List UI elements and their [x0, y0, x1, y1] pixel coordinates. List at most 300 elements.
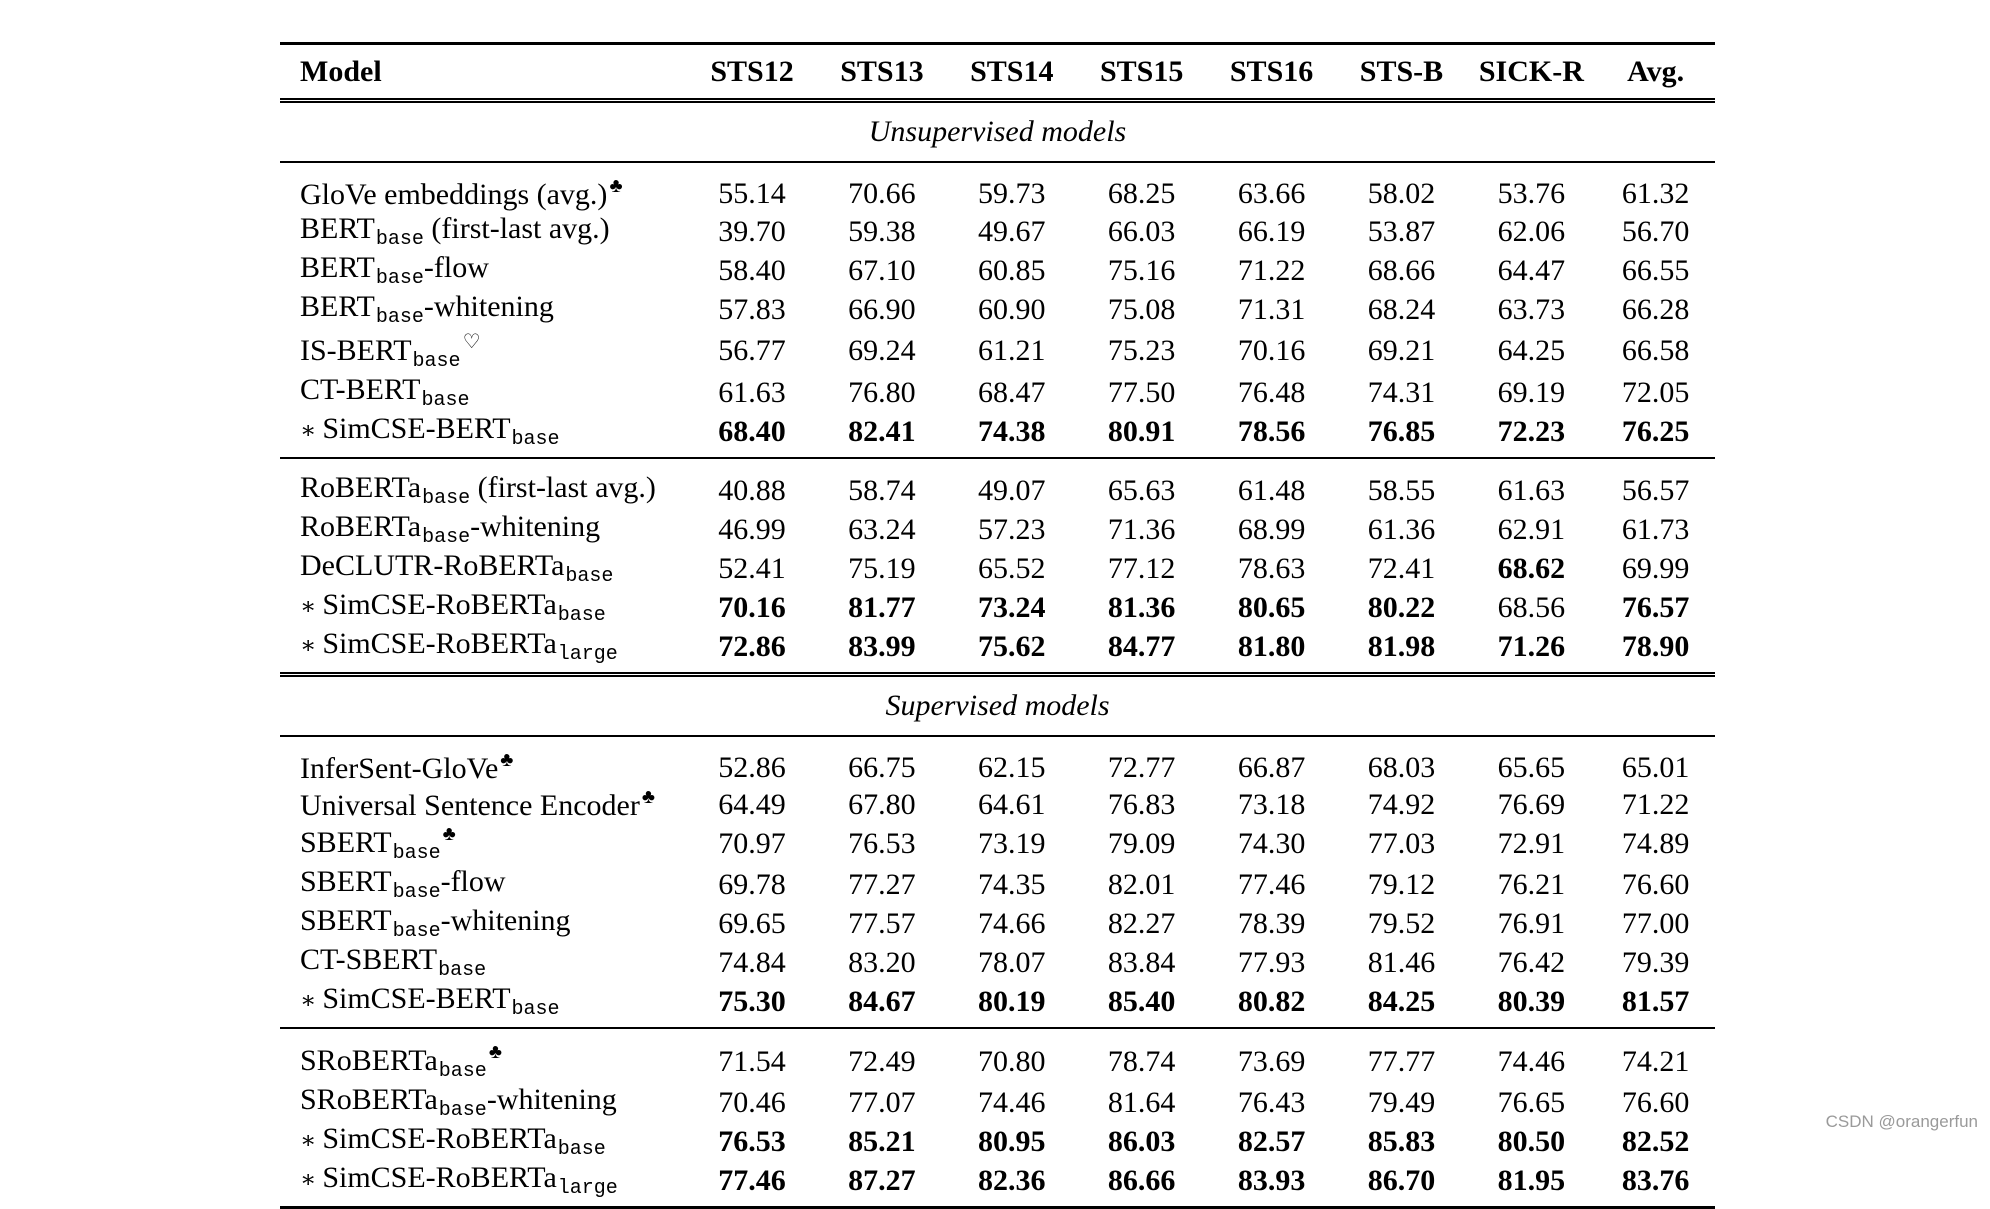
model-name: BERT [300, 212, 375, 245]
model-variant-suffix: (first-last avg.) [470, 471, 656, 504]
score-cell-avg: 66.58 [1621, 334, 1690, 367]
model-name-cell [280, 1028, 687, 1083]
model-name: SimCSE-RoBERTa [322, 588, 557, 621]
score-cell-stsb: 79.52 [1367, 906, 1436, 940]
score-cell-stsb: 72.41 [1367, 551, 1436, 585]
model-size-subscript: base [438, 1060, 487, 1083]
score-cell-sts16: 74.30 [1237, 827, 1306, 860]
score-cell-sts13: 63.24 [848, 512, 916, 546]
reference-marker: ♡ [462, 331, 481, 353]
score-cell-sts15: 66.03 [1107, 214, 1176, 248]
star-marker: ∗ [300, 418, 317, 444]
header-sts12: STS12 [710, 54, 794, 88]
model-name-cell [280, 1083, 687, 1122]
score-cell-sts16: 73.69 [1237, 1045, 1306, 1078]
score-cell-sts13: 76.53 [848, 827, 916, 860]
model-variant-suffix: -flow [440, 865, 506, 898]
score-cell-sts12: 77.46 [718, 1163, 786, 1197]
score-cell-avg: 66.28 [1621, 292, 1690, 326]
table-row [280, 823, 1715, 865]
model-name: CT-BERT [300, 373, 421, 406]
model-name-cell [280, 290, 687, 329]
table-row [280, 1028, 1715, 1083]
score-cell-sts16: 70.16 [1237, 334, 1306, 367]
star-marker: ∗ [300, 1128, 317, 1154]
score-cell-sts13: 81.77 [848, 590, 916, 624]
star-marker: ∗ [300, 594, 317, 620]
score-cell-stsb: 77.03 [1367, 827, 1436, 860]
score-cell-sts12: 39.70 [718, 214, 786, 248]
score-cell-sts14: 80.19 [978, 984, 1046, 1018]
watermark: CSDN @orangerfun [1825, 1112, 1978, 1131]
model-size-subscript: large [557, 643, 618, 666]
score-cell-sickr: 76.91 [1497, 906, 1566, 940]
model-variant-suffix: -whitening [470, 510, 601, 543]
section-title: Supervised models [280, 675, 1715, 737]
score-cell-avg: 78.90 [1621, 629, 1690, 663]
score-cell-sts13: 70.66 [848, 176, 916, 210]
score-cell-avg: 72.05 [1621, 375, 1690, 409]
score-cell-sickr: 64.25 [1497, 334, 1566, 367]
score-cell-sts13: 83.20 [848, 945, 916, 979]
header-sickr: SICK-R [1478, 54, 1584, 88]
model-size-subscript: base [392, 881, 441, 904]
model-name-cell [280, 823, 687, 865]
model-name-cell [280, 736, 687, 786]
section-title-row [280, 101, 1715, 163]
model-name-cell [280, 251, 687, 290]
score-cell-sickr: 76.65 [1497, 1085, 1566, 1119]
model-name-cell [280, 1122, 687, 1161]
model-size-subscript: base [422, 487, 471, 510]
score-cell-sts14: 74.66 [978, 906, 1046, 940]
score-cell-sts12: 70.97 [718, 827, 786, 860]
score-cell-sts12: 52.41 [718, 551, 786, 585]
model-size-subscript: base [392, 842, 441, 865]
model-size-subscript: base [375, 228, 424, 251]
score-cell-sickr: 68.56 [1497, 590, 1566, 624]
table-row [280, 1122, 1715, 1161]
model-size-subscript: base [422, 526, 471, 549]
score-cell-sts13: 66.75 [848, 750, 916, 784]
model-size-subscript: base [421, 389, 470, 412]
score-cell-sts14: 60.90 [978, 292, 1046, 326]
score-cell-sts16: 61.48 [1237, 473, 1306, 507]
score-cell-sts15: 75.16 [1107, 253, 1176, 287]
score-cell-stsb: 84.25 [1367, 984, 1436, 1018]
model-size-subscript: base [557, 604, 606, 627]
header-avg: Avg. [1627, 54, 1685, 88]
table-row [280, 510, 1715, 549]
score-cell-sickr: 80.39 [1497, 984, 1566, 1018]
score-cell-avg: 76.60 [1621, 1085, 1690, 1119]
score-cell-avg: 69.99 [1621, 551, 1690, 585]
score-cell-sts16: 63.66 [1237, 176, 1306, 210]
score-cell-sts14: 49.67 [978, 214, 1046, 248]
score-cell-avg: 61.32 [1621, 176, 1690, 210]
results-table-container [280, 42, 1715, 1209]
score-cell-avg: 82.52 [1621, 1124, 1690, 1158]
score-cell-sickr: 64.47 [1497, 253, 1566, 287]
score-cell-sts13: 72.49 [848, 1045, 916, 1078]
score-cell-stsb: 76.85 [1367, 414, 1436, 448]
score-cell-sts16: 71.22 [1237, 253, 1306, 287]
score-cell-sts12: 74.84 [718, 945, 786, 979]
score-cell-sts16: 80.82 [1237, 984, 1306, 1018]
model-name: GloVe embeddings (avg.) [300, 178, 608, 211]
score-cell-stsb: 61.36 [1367, 512, 1436, 546]
score-cell-sts13: 83.99 [848, 629, 916, 663]
score-cell-sts16: 68.99 [1237, 512, 1306, 546]
score-cell-avg: 79.39 [1621, 945, 1690, 979]
score-cell-stsb: 77.77 [1367, 1045, 1436, 1078]
score-cell-avg: 66.55 [1621, 253, 1690, 287]
score-cell-sts14: 74.35 [978, 867, 1046, 901]
score-cell-sickr: 53.76 [1497, 176, 1566, 210]
score-cell-sickr: 76.69 [1497, 787, 1566, 821]
model-name-cell [280, 904, 687, 943]
score-cell-stsb: 74.31 [1367, 375, 1436, 409]
score-cell-sts12: 40.88 [718, 473, 786, 507]
model-name: RoBERTa [300, 471, 422, 504]
star-marker: ∗ [300, 1167, 317, 1193]
score-cell-sickr: 72.91 [1497, 827, 1566, 860]
model-size-subscript: base [375, 267, 424, 290]
score-cell-stsb: 74.92 [1367, 787, 1436, 821]
score-cell-sts16: 66.87 [1237, 750, 1306, 784]
score-cell-sts16: 81.80 [1237, 629, 1306, 663]
score-cell-stsb: 81.98 [1367, 629, 1436, 663]
model-group [280, 1028, 1715, 1208]
model-size-subscript: base [511, 428, 560, 451]
score-cell-sts12: 76.53 [718, 1124, 786, 1158]
reference-marker: ♣ [500, 749, 514, 771]
score-cell-sts12: 70.16 [718, 590, 786, 624]
score-cell-sts16: 71.31 [1237, 292, 1306, 326]
section-title-row [280, 675, 1715, 737]
table-row [280, 1083, 1715, 1122]
score-cell-sts15: 77.50 [1107, 375, 1176, 409]
header-row [280, 44, 1715, 101]
table-row [280, 412, 1715, 458]
model-name-cell [280, 865, 687, 904]
model-name: CT-SBERT [300, 943, 438, 976]
score-cell-sts14: 80.95 [978, 1124, 1046, 1158]
score-cell-sts15: 84.77 [1107, 629, 1176, 663]
score-cell-stsb: 69.21 [1367, 334, 1436, 367]
score-cell-sts13: 87.27 [848, 1163, 916, 1197]
model-name-cell [280, 786, 687, 823]
score-cell-stsb: 80.22 [1367, 590, 1436, 624]
table-row [280, 290, 1715, 329]
score-cell-sts12: 55.14 [718, 176, 786, 210]
model-name: SimCSE-RoBERTa [322, 1122, 557, 1155]
score-cell-sts14: 73.19 [978, 827, 1046, 860]
model-name-cell [280, 627, 687, 675]
score-cell-sickr: 68.62 [1497, 551, 1566, 585]
score-cell-sts16: 77.93 [1237, 945, 1306, 979]
score-cell-sts15: 80.91 [1107, 414, 1176, 448]
model-variant-suffix: -whitening [440, 904, 571, 937]
score-cell-sickr: 63.73 [1497, 292, 1566, 326]
score-cell-sts12: 56.77 [718, 334, 786, 367]
score-cell-sts12: 69.65 [718, 906, 786, 940]
model-variant-suffix: -flow [423, 251, 489, 284]
header-model: Model [300, 54, 382, 88]
model-size-subscript: large [557, 1177, 618, 1200]
table-row [280, 251, 1715, 290]
score-cell-sts15: 78.74 [1107, 1045, 1176, 1078]
model-name-cell [280, 510, 687, 549]
score-cell-sickr: 72.23 [1497, 414, 1566, 448]
score-cell-sts14: 65.52 [978, 551, 1046, 585]
model-name-cell [280, 162, 687, 212]
score-cell-sts16: 73.18 [1237, 787, 1306, 821]
score-cell-sts12: 68.40 [718, 414, 786, 448]
score-cell-sts13: 84.67 [848, 984, 916, 1018]
score-cell-avg: 71.22 [1621, 787, 1690, 821]
model-name-cell [280, 212, 687, 251]
score-cell-sts12: 70.46 [718, 1085, 786, 1119]
model-name: DeCLUTR-RoBERTa [300, 549, 565, 582]
model-name: SBERT [300, 865, 392, 898]
model-group [280, 162, 1715, 458]
score-cell-sts14: 60.85 [978, 253, 1046, 287]
section-title-group [280, 101, 1715, 163]
model-name: IS-BERT [300, 334, 412, 367]
model-size-subscript: base [511, 998, 560, 1021]
score-cell-sts12: 75.30 [718, 984, 786, 1018]
score-cell-stsb: 58.02 [1367, 176, 1436, 210]
table-row [280, 373, 1715, 412]
score-cell-sts14: 68.47 [978, 375, 1046, 409]
table-row [280, 865, 1715, 904]
score-cell-sickr: 76.42 [1497, 945, 1566, 979]
header-sts16: STS16 [1229, 54, 1314, 88]
score-cell-sts15: 82.27 [1107, 906, 1176, 940]
model-name-cell [280, 412, 687, 458]
score-cell-sts15: 85.40 [1107, 984, 1176, 1018]
score-cell-sts12: 71.54 [718, 1045, 786, 1078]
score-cell-sts12: 64.49 [718, 787, 786, 821]
score-cell-avg: 74.89 [1621, 827, 1690, 860]
model-name: SimCSE-RoBERTa [322, 627, 557, 660]
score-cell-avg: 76.57 [1621, 590, 1690, 624]
score-cell-avg: 61.73 [1621, 512, 1690, 546]
score-cell-sts16: 82.57 [1237, 1124, 1306, 1158]
score-cell-sts15: 82.01 [1107, 867, 1176, 901]
score-cell-sts14: 64.61 [978, 787, 1046, 821]
score-cell-sts12: 57.83 [718, 292, 786, 326]
model-group [280, 458, 1715, 675]
score-cell-stsb: 86.70 [1367, 1163, 1436, 1197]
model-name: BERT [300, 290, 375, 323]
model-name-cell [280, 458, 687, 510]
model-size-subscript: base [375, 306, 424, 329]
score-cell-sts15: 65.63 [1107, 473, 1176, 507]
score-cell-sts14: 61.21 [978, 334, 1046, 367]
score-cell-sts13: 76.80 [848, 375, 916, 409]
score-cell-sts14: 59.73 [978, 176, 1046, 210]
score-cell-sts12: 58.40 [718, 253, 786, 287]
model-group [280, 736, 1715, 1028]
model-size-subscript: base [565, 565, 614, 588]
model-size-subscript: base [392, 920, 441, 943]
score-cell-sts16: 76.48 [1237, 375, 1306, 409]
score-cell-stsb: 79.49 [1367, 1085, 1436, 1119]
score-cell-stsb: 79.12 [1367, 867, 1436, 901]
header-sts14: STS14 [970, 54, 1054, 88]
score-cell-sts14: 74.38 [978, 414, 1046, 448]
score-cell-sts13: 59.38 [848, 214, 916, 248]
score-cell-sts15: 75.08 [1107, 292, 1176, 326]
score-cell-sickr: 62.06 [1497, 214, 1566, 248]
score-cell-sts15: 79.09 [1107, 827, 1176, 860]
model-name-cell [280, 982, 687, 1028]
score-cell-sts13: 77.07 [848, 1085, 916, 1119]
model-name: SimCSE-BERT [322, 982, 511, 1015]
score-cell-sts12: 46.99 [718, 512, 786, 546]
score-cell-stsb: 53.87 [1367, 214, 1436, 248]
model-variant-suffix: -whitening [423, 290, 554, 323]
score-cell-sts16: 76.43 [1237, 1085, 1306, 1119]
score-cell-sts13: 77.27 [848, 867, 916, 901]
score-cell-sickr: 71.26 [1497, 629, 1566, 663]
model-size-subscript: base [438, 959, 487, 982]
score-cell-avg: 56.57 [1621, 473, 1690, 507]
score-cell-sts14: 62.15 [978, 750, 1046, 784]
score-cell-sts16: 78.39 [1237, 906, 1306, 940]
score-cell-avg: 77.00 [1621, 906, 1690, 940]
score-cell-sickr: 80.50 [1497, 1124, 1566, 1158]
score-cell-sts13: 77.57 [848, 906, 916, 940]
score-cell-sts16: 83.93 [1237, 1163, 1306, 1197]
table-row [280, 943, 1715, 982]
score-cell-sts16: 78.56 [1237, 414, 1306, 448]
model-name: Universal Sentence Encoder [300, 789, 640, 822]
model-name-cell [280, 549, 687, 588]
score-cell-sts15: 76.83 [1107, 787, 1176, 821]
score-cell-sickr: 65.65 [1497, 750, 1566, 784]
score-cell-stsb: 81.46 [1367, 945, 1436, 979]
score-cell-sts16: 66.19 [1237, 214, 1306, 248]
table-row [280, 1161, 1715, 1208]
score-cell-sts16: 80.65 [1237, 590, 1306, 624]
model-variant-suffix: -whitening [486, 1083, 617, 1116]
score-cell-sts14: 75.62 [978, 629, 1046, 663]
table-row [280, 904, 1715, 943]
table-row [280, 736, 1715, 786]
star-marker: ∗ [300, 988, 317, 1014]
score-cell-sts16: 78.63 [1237, 551, 1306, 585]
score-cell-sts15: 86.66 [1107, 1163, 1176, 1197]
reference-marker: ♣ [488, 1041, 502, 1063]
section-title-group [280, 675, 1715, 737]
score-cell-sts14: 74.46 [978, 1085, 1046, 1119]
table-row [280, 162, 1715, 212]
header-stsb: STS-B [1359, 54, 1444, 88]
score-cell-sts13: 58.74 [848, 473, 916, 507]
score-cell-avg: 76.60 [1621, 867, 1690, 901]
score-cell-sts14: 73.24 [978, 590, 1046, 624]
score-cell-sts15: 86.03 [1107, 1124, 1176, 1158]
table-row [280, 329, 1715, 373]
score-cell-avg: 81.57 [1621, 984, 1690, 1018]
score-cell-sts14: 78.07 [978, 945, 1046, 979]
score-cell-stsb: 85.83 [1367, 1124, 1436, 1158]
score-cell-sts13: 85.21 [848, 1124, 916, 1158]
score-cell-sts13: 66.90 [848, 292, 916, 326]
model-name-cell [280, 588, 687, 627]
header-sts15: STS15 [1099, 54, 1184, 88]
star-marker: ∗ [300, 633, 317, 659]
score-cell-sts15: 77.12 [1107, 551, 1176, 585]
model-name: SBERT [300, 826, 392, 859]
score-cell-sts14: 82.36 [978, 1163, 1046, 1197]
table-row [280, 982, 1715, 1028]
score-cell-sts13: 75.19 [848, 551, 916, 585]
table-row [280, 588, 1715, 627]
model-name: SimCSE-BERT [322, 412, 511, 445]
model-name-cell [280, 373, 687, 412]
score-cell-sts14: 57.23 [978, 512, 1046, 546]
score-cell-sickr: 69.19 [1497, 375, 1566, 409]
score-cell-sickr: 76.21 [1497, 867, 1566, 901]
reference-marker: ♣ [442, 823, 456, 845]
score-cell-sts12: 69.78 [718, 867, 786, 901]
score-cell-sts15: 83.84 [1107, 945, 1176, 979]
table-row [280, 627, 1715, 675]
score-cell-sts13: 67.10 [848, 253, 916, 287]
model-name: SimCSE-RoBERTa [322, 1161, 557, 1194]
model-name: InferSent-GloVe [300, 752, 499, 785]
score-cell-avg: 76.25 [1621, 414, 1690, 448]
score-cell-sts14: 70.80 [978, 1045, 1046, 1078]
model-name: SBERT [300, 904, 392, 937]
results-table [280, 42, 1715, 1209]
score-cell-sts15: 71.36 [1107, 512, 1176, 546]
model-variant-suffix: (first-last avg.) [423, 212, 610, 245]
reference-marker: ♣ [641, 786, 655, 808]
model-name-cell [280, 1161, 687, 1208]
score-cell-stsb: 58.55 [1367, 473, 1436, 507]
score-cell-sickr: 62.91 [1497, 512, 1566, 546]
header-sts13: STS13 [840, 54, 924, 88]
section-title: Unsupervised models [280, 101, 1715, 163]
score-cell-sts14: 49.07 [978, 473, 1046, 507]
score-cell-sts15: 68.25 [1107, 176, 1176, 210]
score-cell-sts12: 61.63 [718, 375, 786, 409]
table-row [280, 549, 1715, 588]
score-cell-avg: 83.76 [1621, 1163, 1690, 1197]
score-cell-avg: 65.01 [1621, 750, 1690, 784]
table-row [280, 458, 1715, 510]
score-cell-sickr: 81.95 [1497, 1163, 1566, 1197]
score-cell-sts13: 82.41 [848, 414, 916, 448]
score-cell-sickr: 61.63 [1497, 473, 1566, 507]
model-size-subscript: base [557, 1138, 606, 1161]
reference-marker: ♣ [609, 175, 623, 197]
score-cell-sts16: 77.46 [1237, 867, 1306, 901]
score-cell-sts13: 67.80 [848, 787, 916, 821]
table-row [280, 212, 1715, 251]
table-row [280, 786, 1715, 823]
score-cell-sts12: 72.86 [718, 629, 786, 663]
score-cell-sts12: 52.86 [718, 750, 786, 784]
model-name-cell [280, 329, 687, 373]
score-cell-avg: 74.21 [1621, 1045, 1690, 1078]
score-cell-stsb: 68.24 [1367, 292, 1436, 326]
